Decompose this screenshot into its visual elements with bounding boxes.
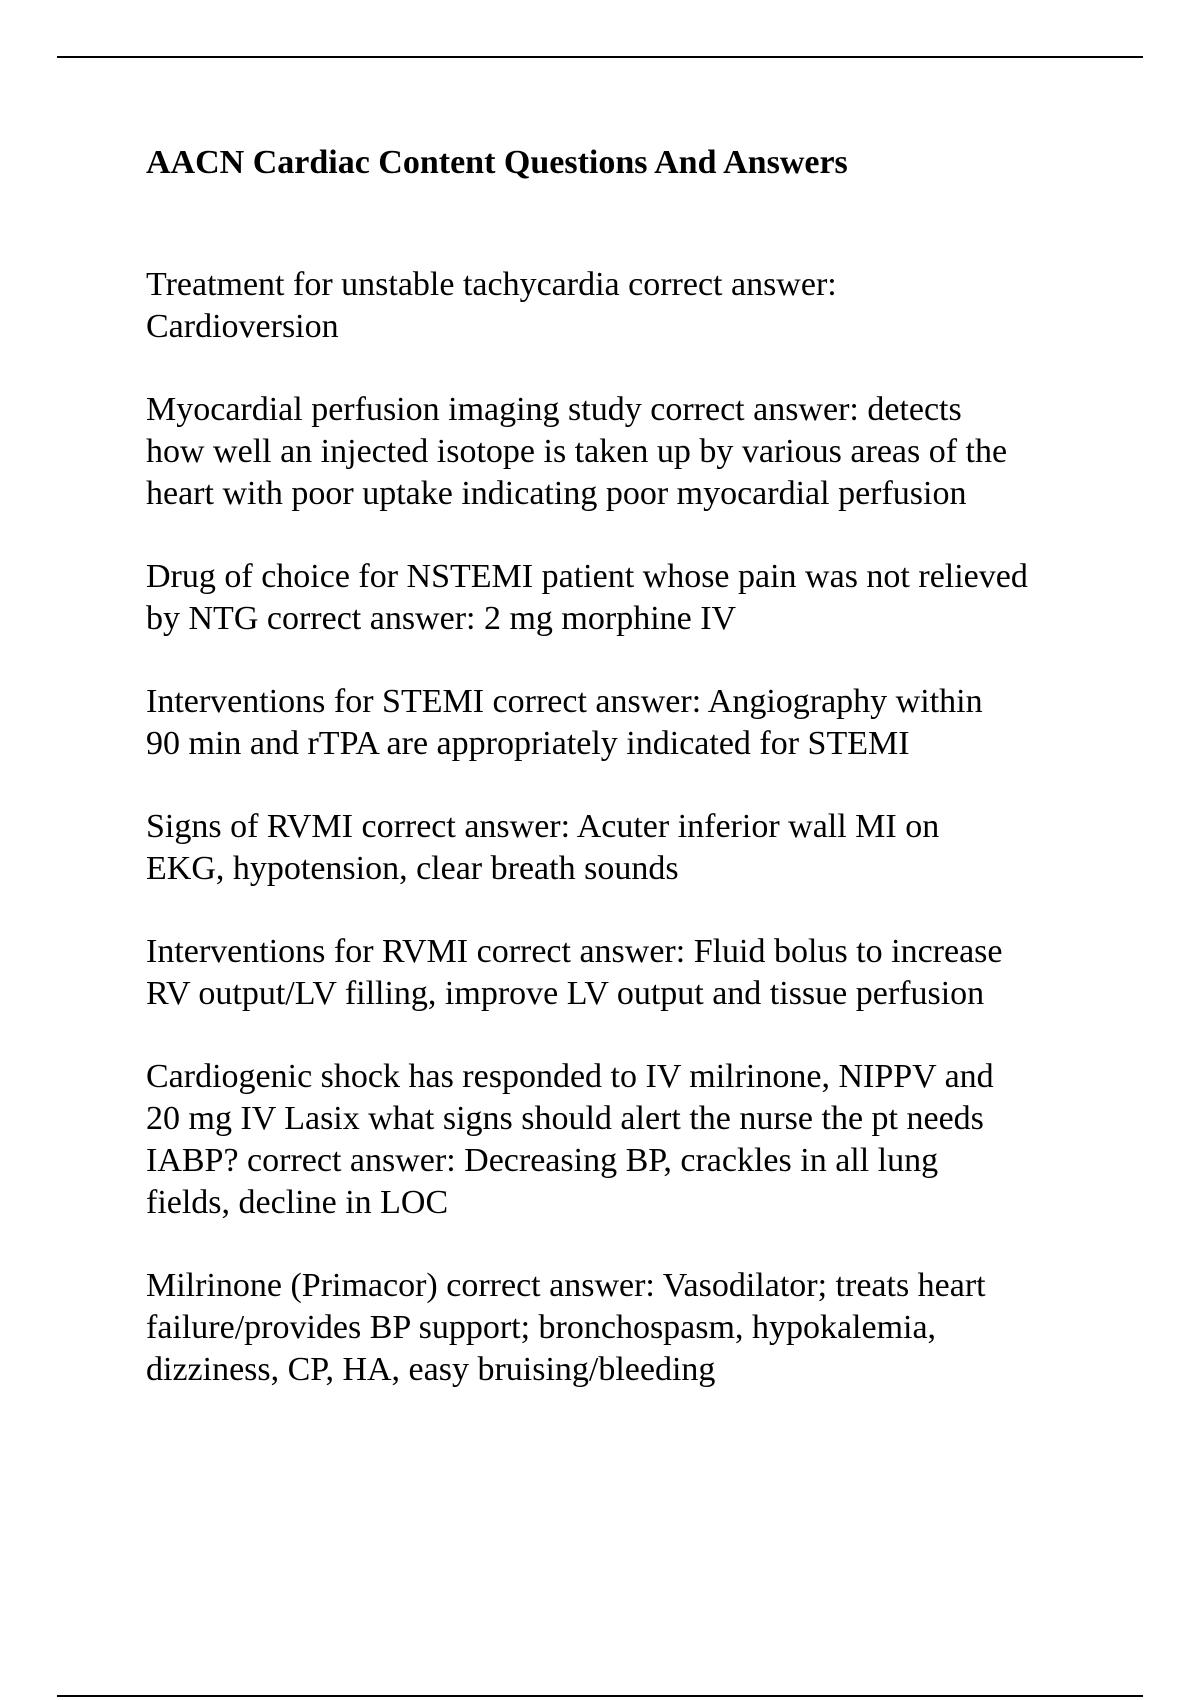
qa-item: Milrinone (Primacor) correct answer: Vasodilator; treats heart failure/provides BP support; bronchospasm, hypokalemia, dizziness, CP, HA, easy bruising/bleeding	[146, 1267, 986, 1388]
bottom-rule	[57, 1695, 1143, 1697]
top-rule	[57, 56, 1143, 58]
document-body	[146, 140, 1106, 1432]
qa-list	[146, 264, 1106, 1391]
qa-item: Interventions for RVMI correct answer: Fluid bolus to increase RV output/LV filling, improve LV output and tissue perfusion	[146, 933, 1003, 1012]
page-title: AACN Cardiac Content Questions And Answers	[146, 144, 848, 181]
qa-item: Cardiogenic shock has responded to IV milrinone, NIPPV and 20 mg IV Lasix what signs should alert the nurse the pt needs IABP? correct answer: Decreasing BP, crackles in all lung fields, decline in LOC	[146, 1058, 994, 1221]
qa-item: Treatment for unstable tachycardia correct answer: Cardioversion	[146, 266, 837, 345]
qa-item: Interventions for STEMI correct answer: Angiography within 90 min and rTPA are appropriately indicated for STEMI	[146, 683, 983, 762]
qa-item: Signs of RVMI correct answer: Acuter inferior wall MI on EKG, hypotension, clear breath sounds	[146, 808, 940, 887]
qa-item: Drug of choice for NSTEMI patient whose pain was not relieved by NTG correct answer: 2 mg morphine IV	[146, 558, 1028, 637]
qa-item: Myocardial perfusion imaging study correct answer: detects how well an injected isotope is taken up by various areas of the heart with poor uptake indicating poor myocardial perfusion	[146, 391, 1008, 512]
